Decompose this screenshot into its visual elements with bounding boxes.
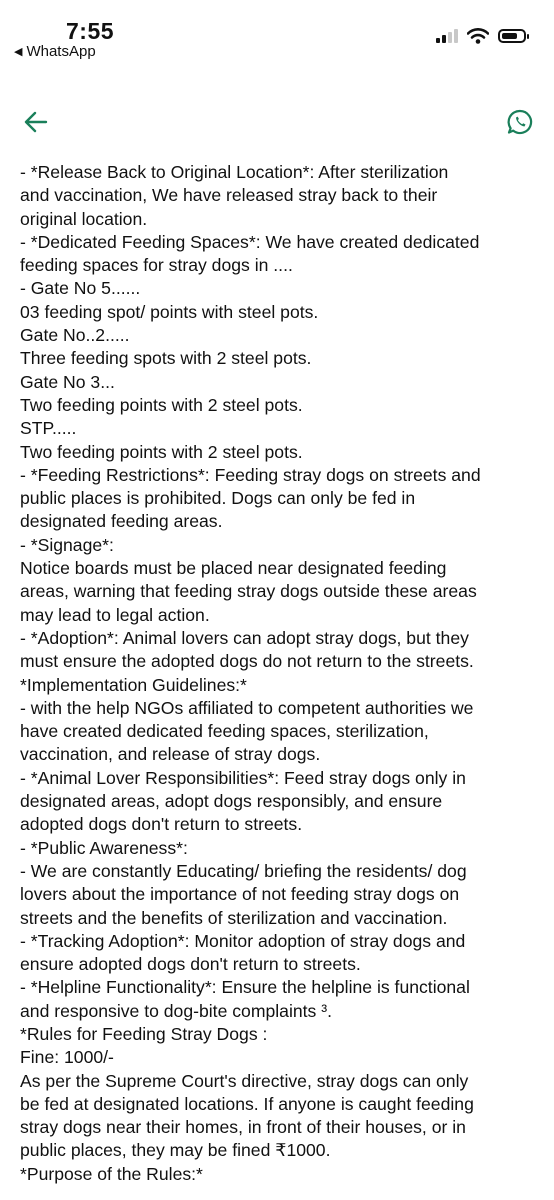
message-line: streets and the benefits of sterilization and vaccination. (20, 907, 448, 928)
message-line: Fine: 1000/- (20, 1047, 114, 1068)
message-line: - *Adoption*: Animal lovers can adopt stray dogs, but they (20, 627, 469, 648)
message-line: - with the help NGOs affiliated to competent authorities we (20, 697, 474, 718)
status-bar (0, 0, 554, 80)
message-line: - *Tracking Adoption*: Monitor adoption of stray dogs and (20, 930, 466, 951)
message-line: Gate No..2..... (20, 325, 130, 346)
status-time: 7:55 (66, 18, 115, 44)
message-line: - *Signage*: (20, 534, 114, 555)
whatsapp-icon[interactable] (506, 108, 534, 136)
message-line: As per the Supreme Court's directive, stray dogs can only (20, 1070, 469, 1091)
message-line: - *Helpline Functionality*: Ensure the helpline is functional (20, 977, 470, 998)
message-line: stray dogs near their homes, in front of their houses, or in (20, 1117, 466, 1138)
message-line: - *Animal Lover Responsibilities*: Feed stray dogs only in (20, 767, 466, 788)
message-body (20, 161, 540, 1186)
message-line: - Gate No 5...... (20, 278, 141, 299)
message-line: public places is prohibited. Dogs can only be fed in (20, 488, 416, 509)
message-line: Two feeding points with 2 steel pots. (20, 441, 303, 462)
message-line: Three feeding spots with 2 steel pots. (20, 348, 312, 369)
message-line: may lead to legal action. (20, 604, 210, 625)
arrow-left-icon[interactable] (22, 108, 50, 136)
message-line: *Rules for Feeding Stray Dogs : (20, 1023, 268, 1044)
message-line: STP..... (20, 418, 77, 439)
message-line: vaccination, and release of stray dogs. (20, 744, 321, 765)
message-line: - We are constantly Educating/ briefing the residents/ dog (20, 860, 467, 881)
message-line: lovers about the importance of not feeding stray dogs on (20, 884, 460, 905)
battery-icon (498, 29, 526, 43)
cellular-signal-icon (436, 29, 458, 43)
message-line: *Implementation Guidelines:* (20, 674, 247, 695)
top-nav-bar (0, 100, 554, 144)
message-line: original location. (20, 208, 148, 229)
message-line: - *Public Awareness*: (20, 837, 188, 858)
message-line: public places, they may be fined ₹1000. (20, 1140, 331, 1161)
message-line: feeding spaces for stray dogs in .... (20, 255, 293, 276)
message-line: and vaccination, We have released stray back to their (20, 185, 438, 206)
message-line: designated feeding areas. (20, 511, 223, 532)
message-line: Notice boards must be placed near designated feeding (20, 558, 447, 579)
wifi-icon (467, 28, 489, 44)
system-icons (436, 28, 526, 44)
message-line: have created dedicated feeding spaces, sterilization, (20, 721, 429, 742)
back-to-app-button[interactable] (14, 43, 96, 60)
message-line: and responsive to dog-bite complaints ³. (20, 1000, 332, 1021)
message-line: - *Feeding Restrictions*: Feeding stray dogs on streets and (20, 464, 481, 485)
message-line: Gate No 3... (20, 371, 115, 392)
message-line: must ensure the adopted dogs do not return to the streets. (20, 651, 474, 672)
message-line: Two feeding points with 2 steel pots. (20, 394, 303, 415)
back-to-app-label: WhatsApp (26, 43, 96, 60)
message-line: designated areas, adopt dogs responsibly, and ensure (20, 791, 443, 812)
message-line: - *Release Back to Original Location*: After sterilization (20, 162, 449, 182)
message-line: *Purpose of the Rules:* (20, 1163, 203, 1184)
message-line: - *Dedicated Feeding Spaces*: We have created dedicated (20, 231, 480, 252)
message-line: ensure adopted dogs don't return to streets. (20, 954, 361, 975)
chevron-left-icon: ◀ (14, 46, 23, 58)
message-line: be fed at designated locations. If anyone is caught feeding (20, 1093, 474, 1114)
message-line: adopted dogs don't return to streets. (20, 814, 303, 835)
message-line: areas, warning that feeding stray dogs outside these areas (20, 581, 477, 602)
message-line: 03 feeding spot/ points with steel pots. (20, 301, 319, 322)
